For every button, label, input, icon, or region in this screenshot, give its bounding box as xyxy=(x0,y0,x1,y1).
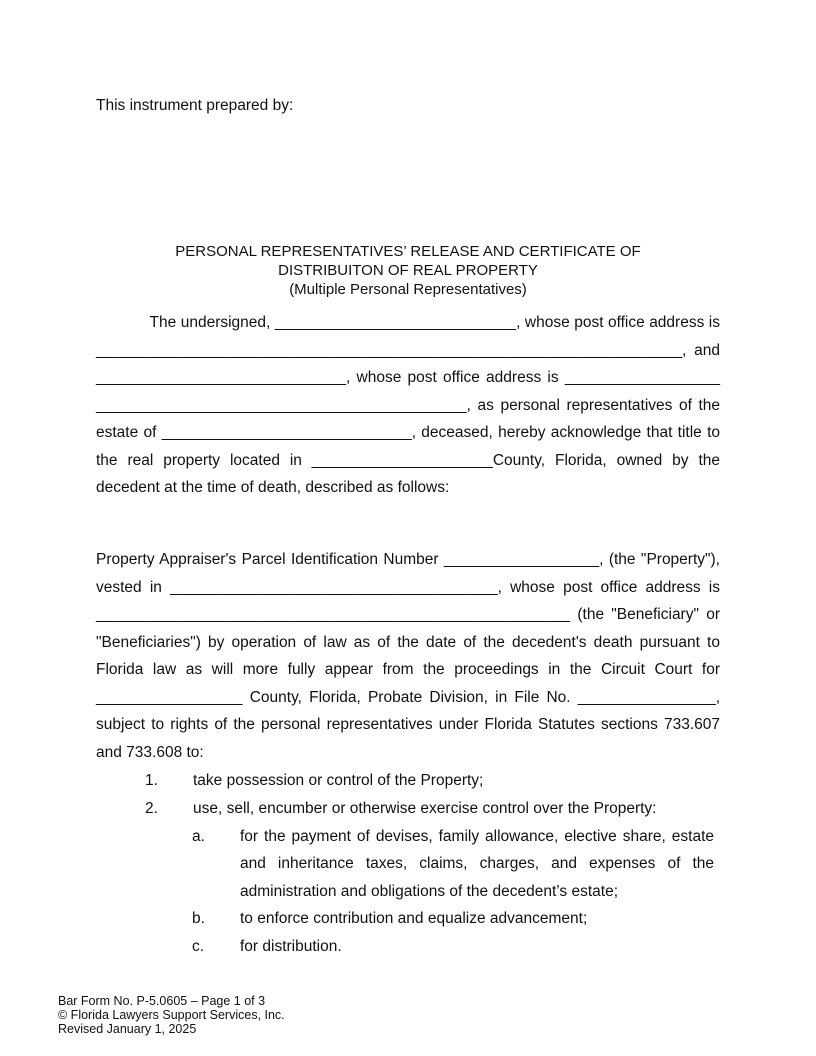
sublist-item-letter: c. xyxy=(192,938,205,955)
sublist-item-text: for distribution. xyxy=(240,938,342,955)
paragraph-line: _______________________________________________________ (the "Beneficiary" or xyxy=(96,606,720,623)
paragraph-line: _____________________________, whose post office address is __________________ xyxy=(96,369,720,386)
paragraph-line: Property Appraiser's Parcel Identification Number __________________, (the "Property"), xyxy=(96,551,720,568)
title-subtitle: (Multiple Personal Representatives) xyxy=(289,281,527,298)
paragraph-line: estate of _____________________________, deceased, hereby acknowledge that title to xyxy=(96,424,720,441)
paragraph-line: decedent at the time of death, described as follows: xyxy=(96,479,450,496)
sublist-item-text: for the payment of devises, family allowance, elective share, estate xyxy=(240,828,714,845)
prepared-by-label: This instrument prepared by: xyxy=(96,97,294,114)
paragraph-line: vested in ______________________________________, whose post office address is xyxy=(96,579,720,596)
paragraph-line: ____________________________________________________________________, and xyxy=(96,342,720,359)
list-item-text: use, sell, encumber or otherwise exercise control over the Property: xyxy=(193,800,657,817)
paragraph-line: ___________________________________________, as personal representatives of the xyxy=(96,397,720,414)
sublist-item-text: and inheritance taxes, claims, charges, and expenses of the xyxy=(240,855,714,872)
paragraph-line: the real property located in _____________________County, Florida, owned by the xyxy=(96,452,720,469)
list-item-text: take possession or control of the Property; xyxy=(193,772,484,789)
paragraph-line: The undersigned, ____________________________, whose post office address is xyxy=(96,314,720,331)
footer-copyright: © Florida Lawyers Support Services, Inc. xyxy=(58,1008,285,1022)
sublist-item-text: to enforce contribution and equalize advancement; xyxy=(240,910,588,927)
sublist-item-letter: b. xyxy=(192,910,205,927)
sublist-item-text: administration and obligations of the decedent’s estate; xyxy=(240,883,618,900)
sublist-item-letter: a. xyxy=(192,828,205,845)
paragraph-line: and 733.608 to: xyxy=(96,744,204,761)
list-item-number: 1. xyxy=(145,772,158,789)
footer-form-number: Bar Form No. P-5.0605 – Page 1 of 3 xyxy=(58,994,266,1008)
title-line-1: PERSONAL REPRESENTATIVES’ RELEASE AND CERTIFICATE OF xyxy=(175,243,641,260)
title-line-2: DISTRIBUITON OF REAL PROPERTY xyxy=(278,262,538,279)
document-title xyxy=(96,242,720,299)
paragraph-line: subject to rights of the personal representatives under Florida Statutes sections 733.607 xyxy=(96,716,720,733)
paragraph-line: Florida law as will more fully appear from the proceedings in the Circuit Court for xyxy=(96,661,720,678)
paragraph-line: _________________ County, Florida, Probate Division, in File No. ________________, xyxy=(96,689,720,706)
page-footer xyxy=(58,994,285,1036)
list-item-number: 2. xyxy=(145,800,158,817)
paragraph-line: "Beneficiaries") by operation of law as of the date of the decedent's death pursuant to xyxy=(96,634,720,651)
footer-revised-date: Revised January 1, 2025 xyxy=(58,1022,197,1036)
